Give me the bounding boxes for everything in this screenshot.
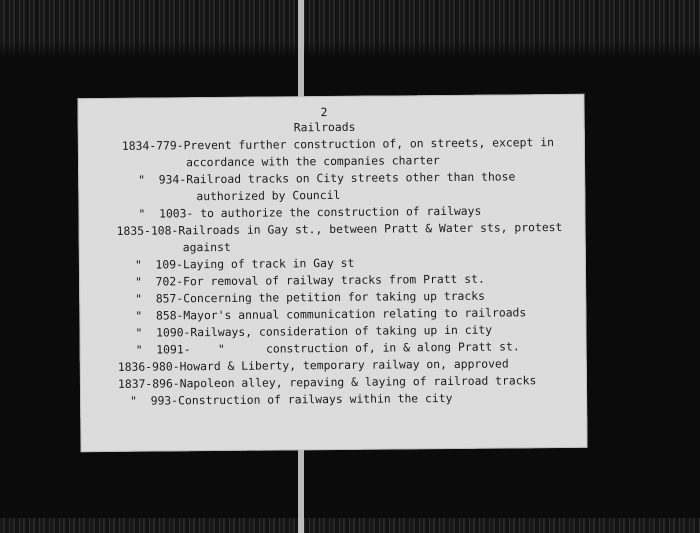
entry-line: " 1090-Railways, consideration of taking up in city bbox=[135, 322, 493, 340]
entry-line: " 702-For removal of railway tracks from Pratt st. bbox=[135, 271, 485, 289]
entry-line: " 857-Concerning the petition for taking up tracks bbox=[135, 288, 486, 306]
card-text bbox=[77, 94, 587, 452]
entry-line: authorized by Council bbox=[196, 187, 341, 204]
film-strip-top bbox=[0, 0, 700, 58]
film-center-line-bottom bbox=[298, 448, 304, 533]
film-center-line-top bbox=[298, 0, 304, 100]
entry-line: 1836-980-Howard & Liberty, temporary railway on, approved bbox=[117, 356, 509, 374]
entry-line: 1837-896-Napoleon alley, repaving & laying of railroad tracks bbox=[117, 373, 537, 391]
entry-line: accordance with the companies charter bbox=[185, 153, 440, 170]
page-number: 2 bbox=[320, 105, 328, 120]
entry-line: " 109-Laying of track in Gay st bbox=[134, 255, 355, 272]
entry-line: " 1003- to authorize the construction of railways bbox=[138, 203, 482, 221]
entry-line: 1835-108-Railroads in Gay st., between Pratt & Water sts, protest bbox=[116, 219, 563, 238]
index-card bbox=[77, 94, 587, 452]
entry-line: " 934-Railroad tracks on City streets other than those bbox=[138, 169, 516, 187]
entry-line: " 993-Construction of railways within the city bbox=[130, 390, 453, 408]
film-strip-bottom bbox=[0, 518, 700, 533]
entry-line: " 1091- " construction of, in & along Pratt st. bbox=[135, 339, 520, 357]
entry-line: against bbox=[182, 239, 231, 255]
entry-line: 1834-779-Prevent further construction of, on streets, except in bbox=[121, 135, 554, 153]
card-heading: Railroads bbox=[293, 119, 356, 135]
entry-line: " 858-Mayor's annual communication relating to railroads bbox=[135, 305, 527, 323]
